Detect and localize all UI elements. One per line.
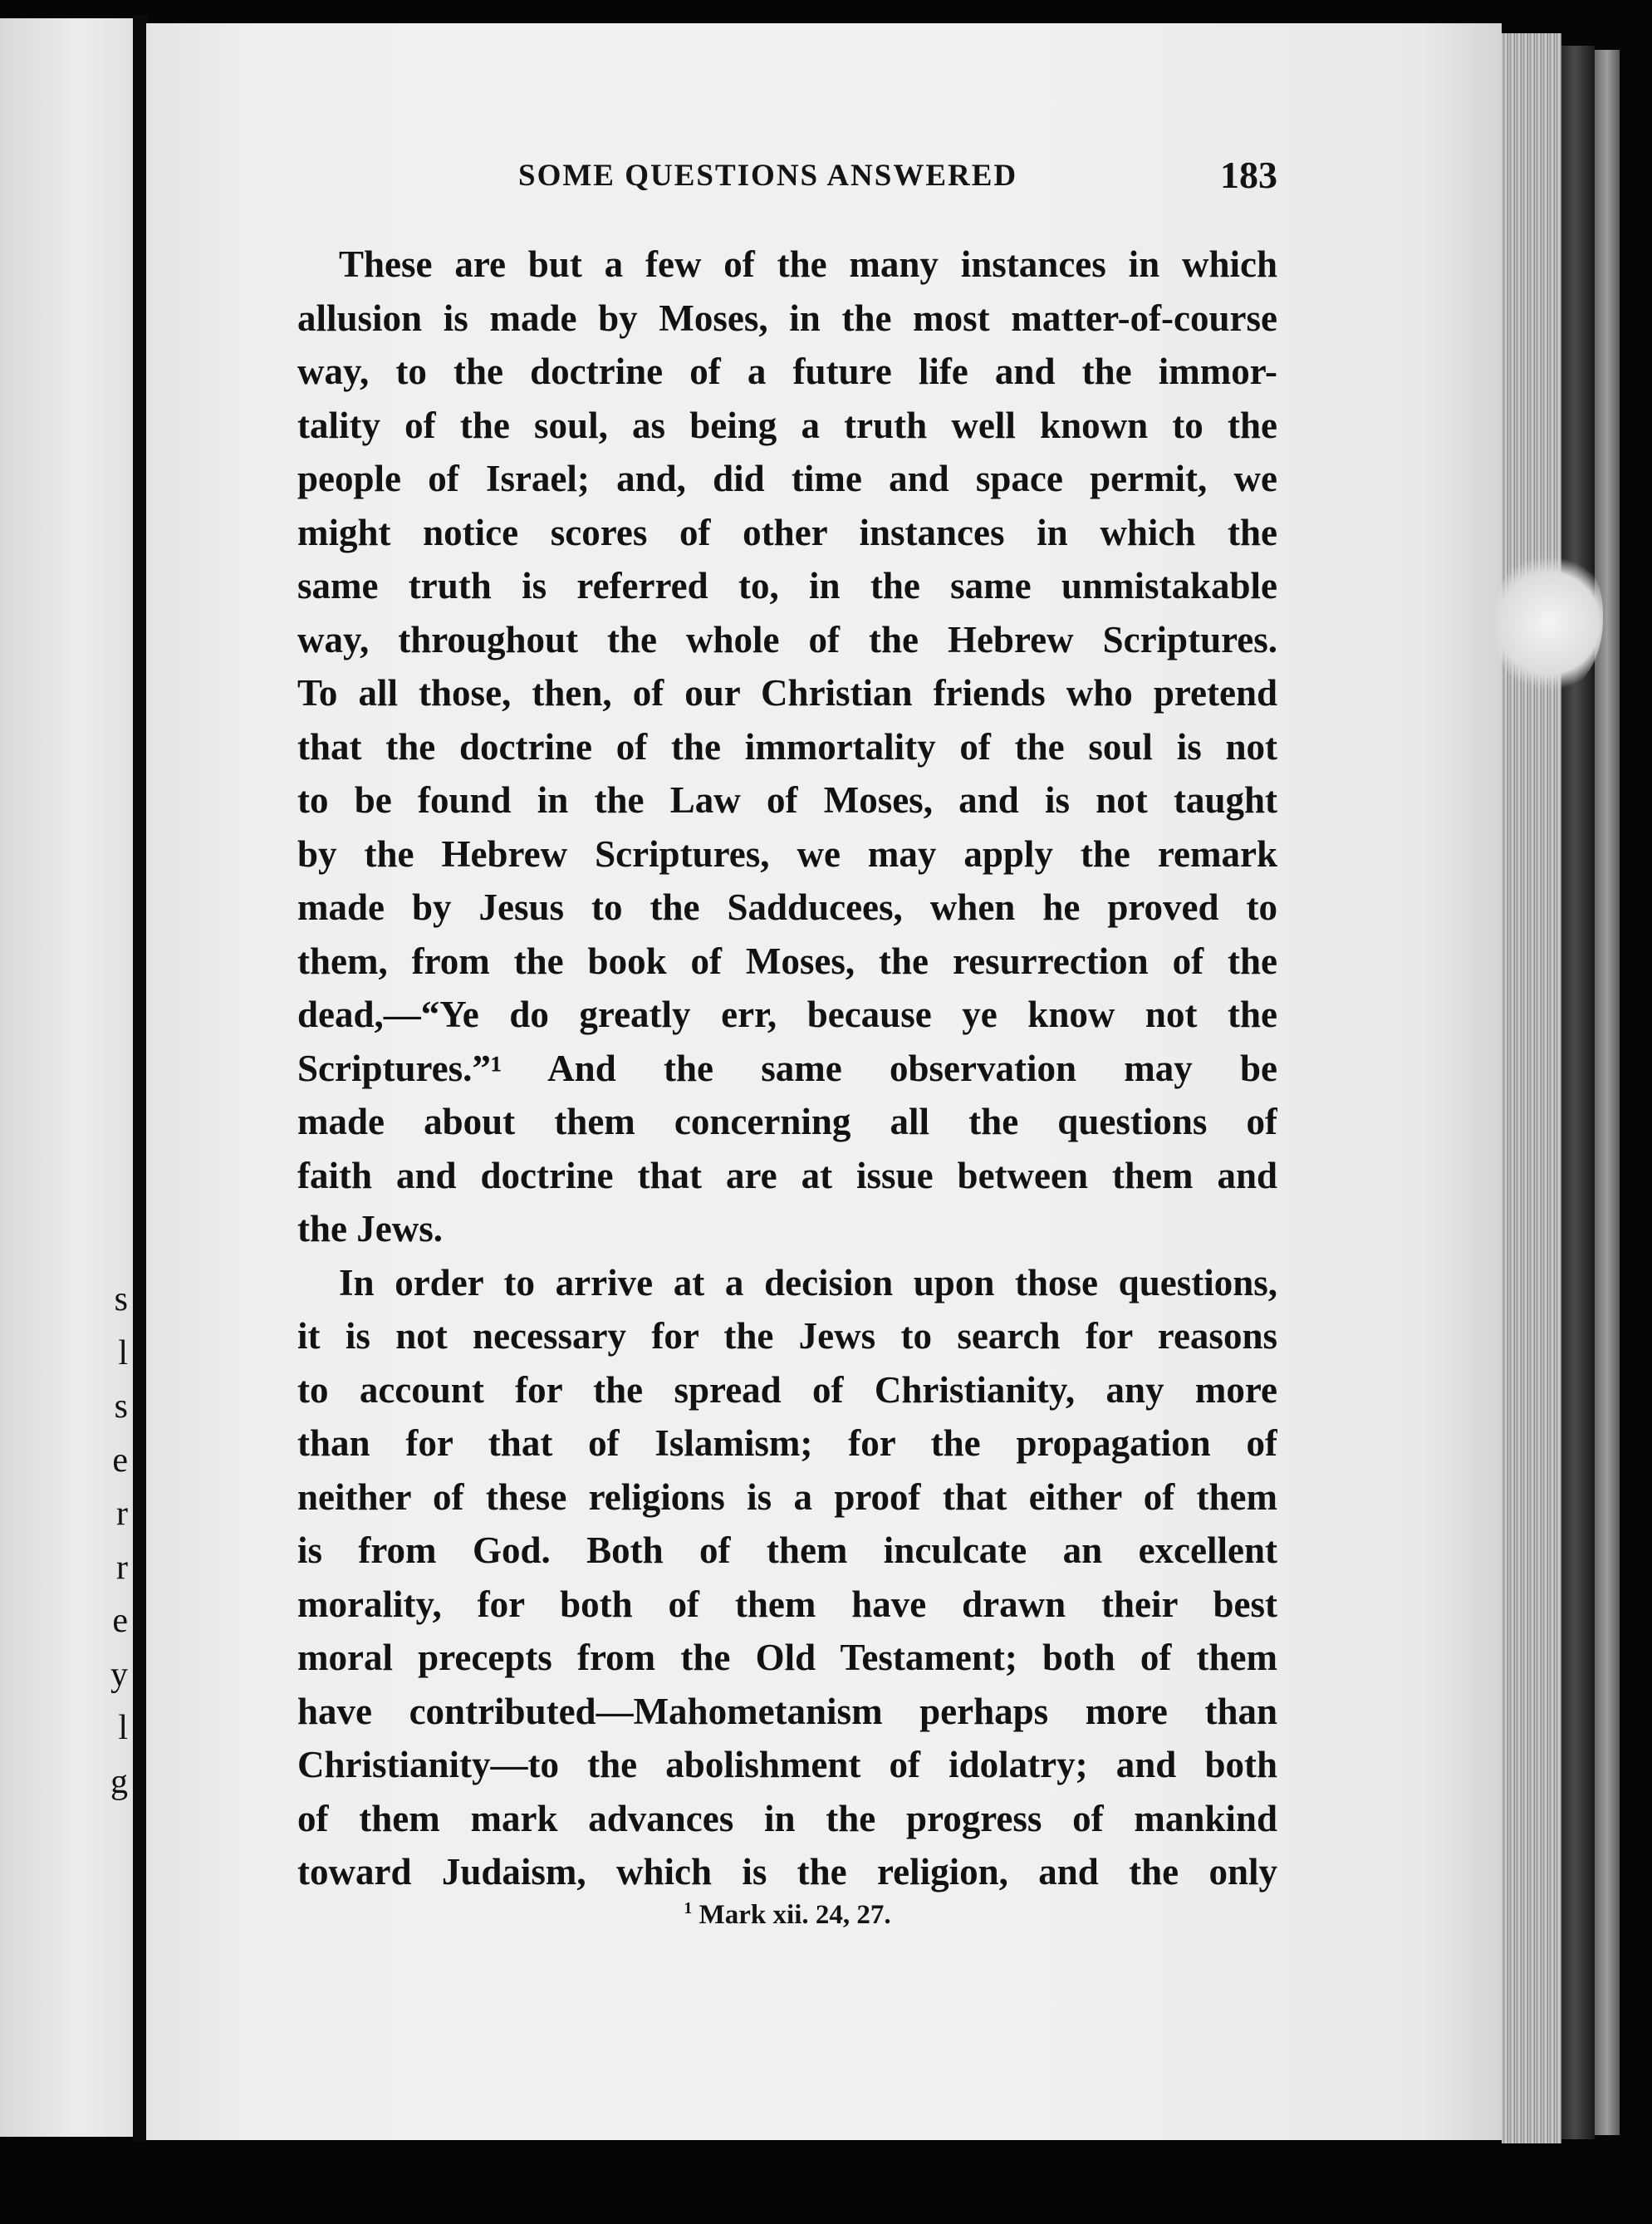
running-title: SOME QUESTIONS ANSWERED: [518, 159, 1018, 193]
edge-letter: r: [116, 1548, 128, 1587]
text-line: way, to the doctrine of a future life and the immor-: [297, 351, 1277, 392]
edge-letter: l: [118, 1333, 128, 1372]
text-line: tality of the soul, as being a truth well known to the: [297, 404, 1277, 446]
text-line: morality, for both of them have drawn their best: [297, 1583, 1277, 1625]
text-line: way, throughout the whole of the Hebrew Scriptures.: [297, 618, 1277, 660]
previous-page-letters: [103, 1273, 128, 1809]
edge-letter: g: [110, 1762, 128, 1801]
page-number: 183: [1220, 154, 1277, 196]
text-line: These are but a few of the many instances in which: [339, 243, 1277, 285]
text-line: to account for the spread of Christianity, any more: [297, 1368, 1277, 1411]
edge-letter: e: [112, 1441, 128, 1480]
text-line: moral precepts from the Old Testament; both of them: [297, 1637, 1277, 1678]
text-line: might notice scores of other instances in which the: [297, 511, 1277, 553]
running-head: [297, 154, 1277, 199]
text-line: it is not necessary for the Jews to search for reasons: [297, 1315, 1277, 1357]
edge-letter: l: [118, 1709, 128, 1747]
text-line: neither of these religions is a proof that either of them: [297, 1475, 1277, 1518]
text-line: In order to arrive at a decision upon those questions,: [339, 1261, 1277, 1303]
text-line: same truth is referred to, in the same unmistakable: [297, 565, 1277, 606]
text-line: than for that of Islamism; for the propagation of: [297, 1422, 1277, 1464]
edge-letter: s: [114, 1280, 128, 1318]
footnote-marker: 1: [684, 1899, 693, 1917]
page-stack-outer: [1595, 50, 1620, 2135]
edge-letter: y: [110, 1655, 128, 1694]
text-line: made about them concerning all the questions of: [297, 1101, 1277, 1142]
text-line: them, from the book of Moses, the resurrection of the: [297, 940, 1277, 982]
text-line: Christianity—to the abolishment of idolatry; and both: [297, 1744, 1277, 1785]
edge-letter: e: [112, 1602, 128, 1640]
footnote: [297, 1899, 1277, 1931]
text-line: by the Hebrew Scriptures, we may apply the remark: [297, 832, 1277, 875]
text-line: of them mark advances in the progress of mankind: [297, 1797, 1277, 1839]
text-line: toward Judaism, which is the religion, and the only: [297, 1851, 1277, 1893]
text-line: Scriptures.”¹ And the same observation may be: [297, 1047, 1277, 1089]
text-line: the Jews.: [297, 1208, 443, 1249]
edge-letter: r: [116, 1495, 128, 1533]
previous-page-edge: [0, 18, 133, 2137]
text-line: that the doctrine of the immortality of the soul is not: [297, 725, 1277, 768]
text-line: is from God. Both of them inculcate an excellent: [297, 1529, 1277, 1571]
page-stack-shadow: [1561, 46, 1595, 2139]
edge-letter: s: [114, 1387, 128, 1426]
text-line: dead,—“Ye do greatly err, because ye know not the: [297, 994, 1277, 1035]
text-line: To all those, then, of our Christian friends who pretend: [297, 672, 1277, 714]
text-line: faith and doctrine that are at issue between them and: [297, 1154, 1277, 1196]
text-line: have contributed—Mahometanism perhaps more than: [297, 1690, 1277, 1732]
text-line: allusion is made by Moses, in the most matter-of-course: [297, 297, 1277, 339]
body-text: [297, 238, 1277, 1899]
page-stack-edge: [1502, 33, 1561, 2143]
text-line: people of Israel; and, did time and space permit, we: [297, 458, 1277, 499]
text-line: made by Jesus to the Sadducees, when he proved to: [297, 886, 1277, 928]
footnote-text: Mark xii. 24, 27.: [699, 1900, 891, 1930]
text-line: to be found in the Law of Moses, and is not taught: [297, 779, 1277, 821]
